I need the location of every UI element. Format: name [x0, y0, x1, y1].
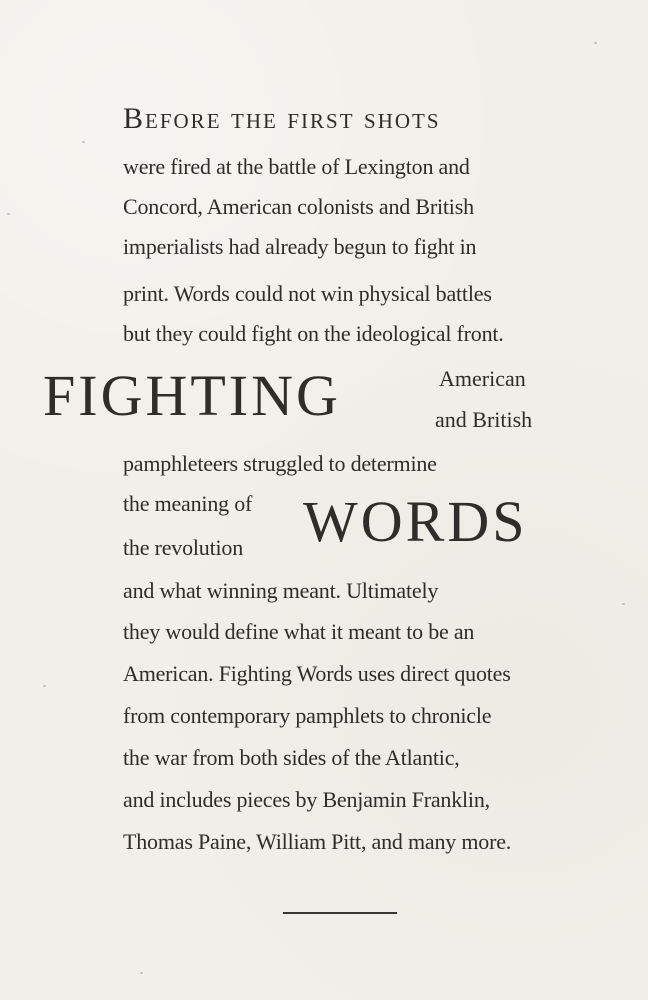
- paper-speck: [594, 42, 597, 44]
- paper-speck: [43, 685, 46, 687]
- side-text-american: American: [439, 366, 526, 391]
- body-line-12: and includes pieces by Benjamin Franklin,: [123, 787, 490, 812]
- body-line-9: American. Fighting Words uses direct quotes: [123, 661, 511, 686]
- side-text-revolution: the revolution: [123, 535, 244, 560]
- side-text-meaning-of: the meaning of: [123, 491, 253, 516]
- title-words: WORDS: [303, 489, 528, 554]
- side-text-and-british: and British: [435, 407, 533, 432]
- paper-speck: [140, 972, 143, 974]
- body-line-13: Thomas Paine, William Pitt, and many more.: [123, 829, 512, 854]
- body-line-2: Concord, American colonists and British: [123, 194, 474, 219]
- paper-speck: [7, 213, 10, 215]
- body-line-8: they would define what it meant to be an: [123, 619, 475, 644]
- body-line-7: and what winning meant. Ultimately: [123, 578, 439, 603]
- paper-speck: [622, 603, 625, 605]
- bottom-rule: [283, 912, 397, 914]
- body-line-5: but they could fight on the ideological front.: [123, 321, 504, 346]
- body-line-6: pamphleteers struggled to determine: [123, 451, 437, 476]
- paper-speck: [82, 141, 85, 143]
- opening-smallcaps-line: Before the first shots: [123, 102, 441, 135]
- title-fighting: FIGHTING: [43, 363, 341, 428]
- body-line-4: print. Words could not win physical battles: [123, 281, 492, 306]
- body-line-11: the war from both sides of the Atlantic,: [123, 745, 460, 770]
- body-line-3: imperialists had already begun to fight in: [123, 234, 477, 259]
- body-line-1: were fired at the battle of Lexington and: [123, 154, 470, 179]
- body-line-10: from contemporary pamphlets to chronicle: [123, 703, 492, 728]
